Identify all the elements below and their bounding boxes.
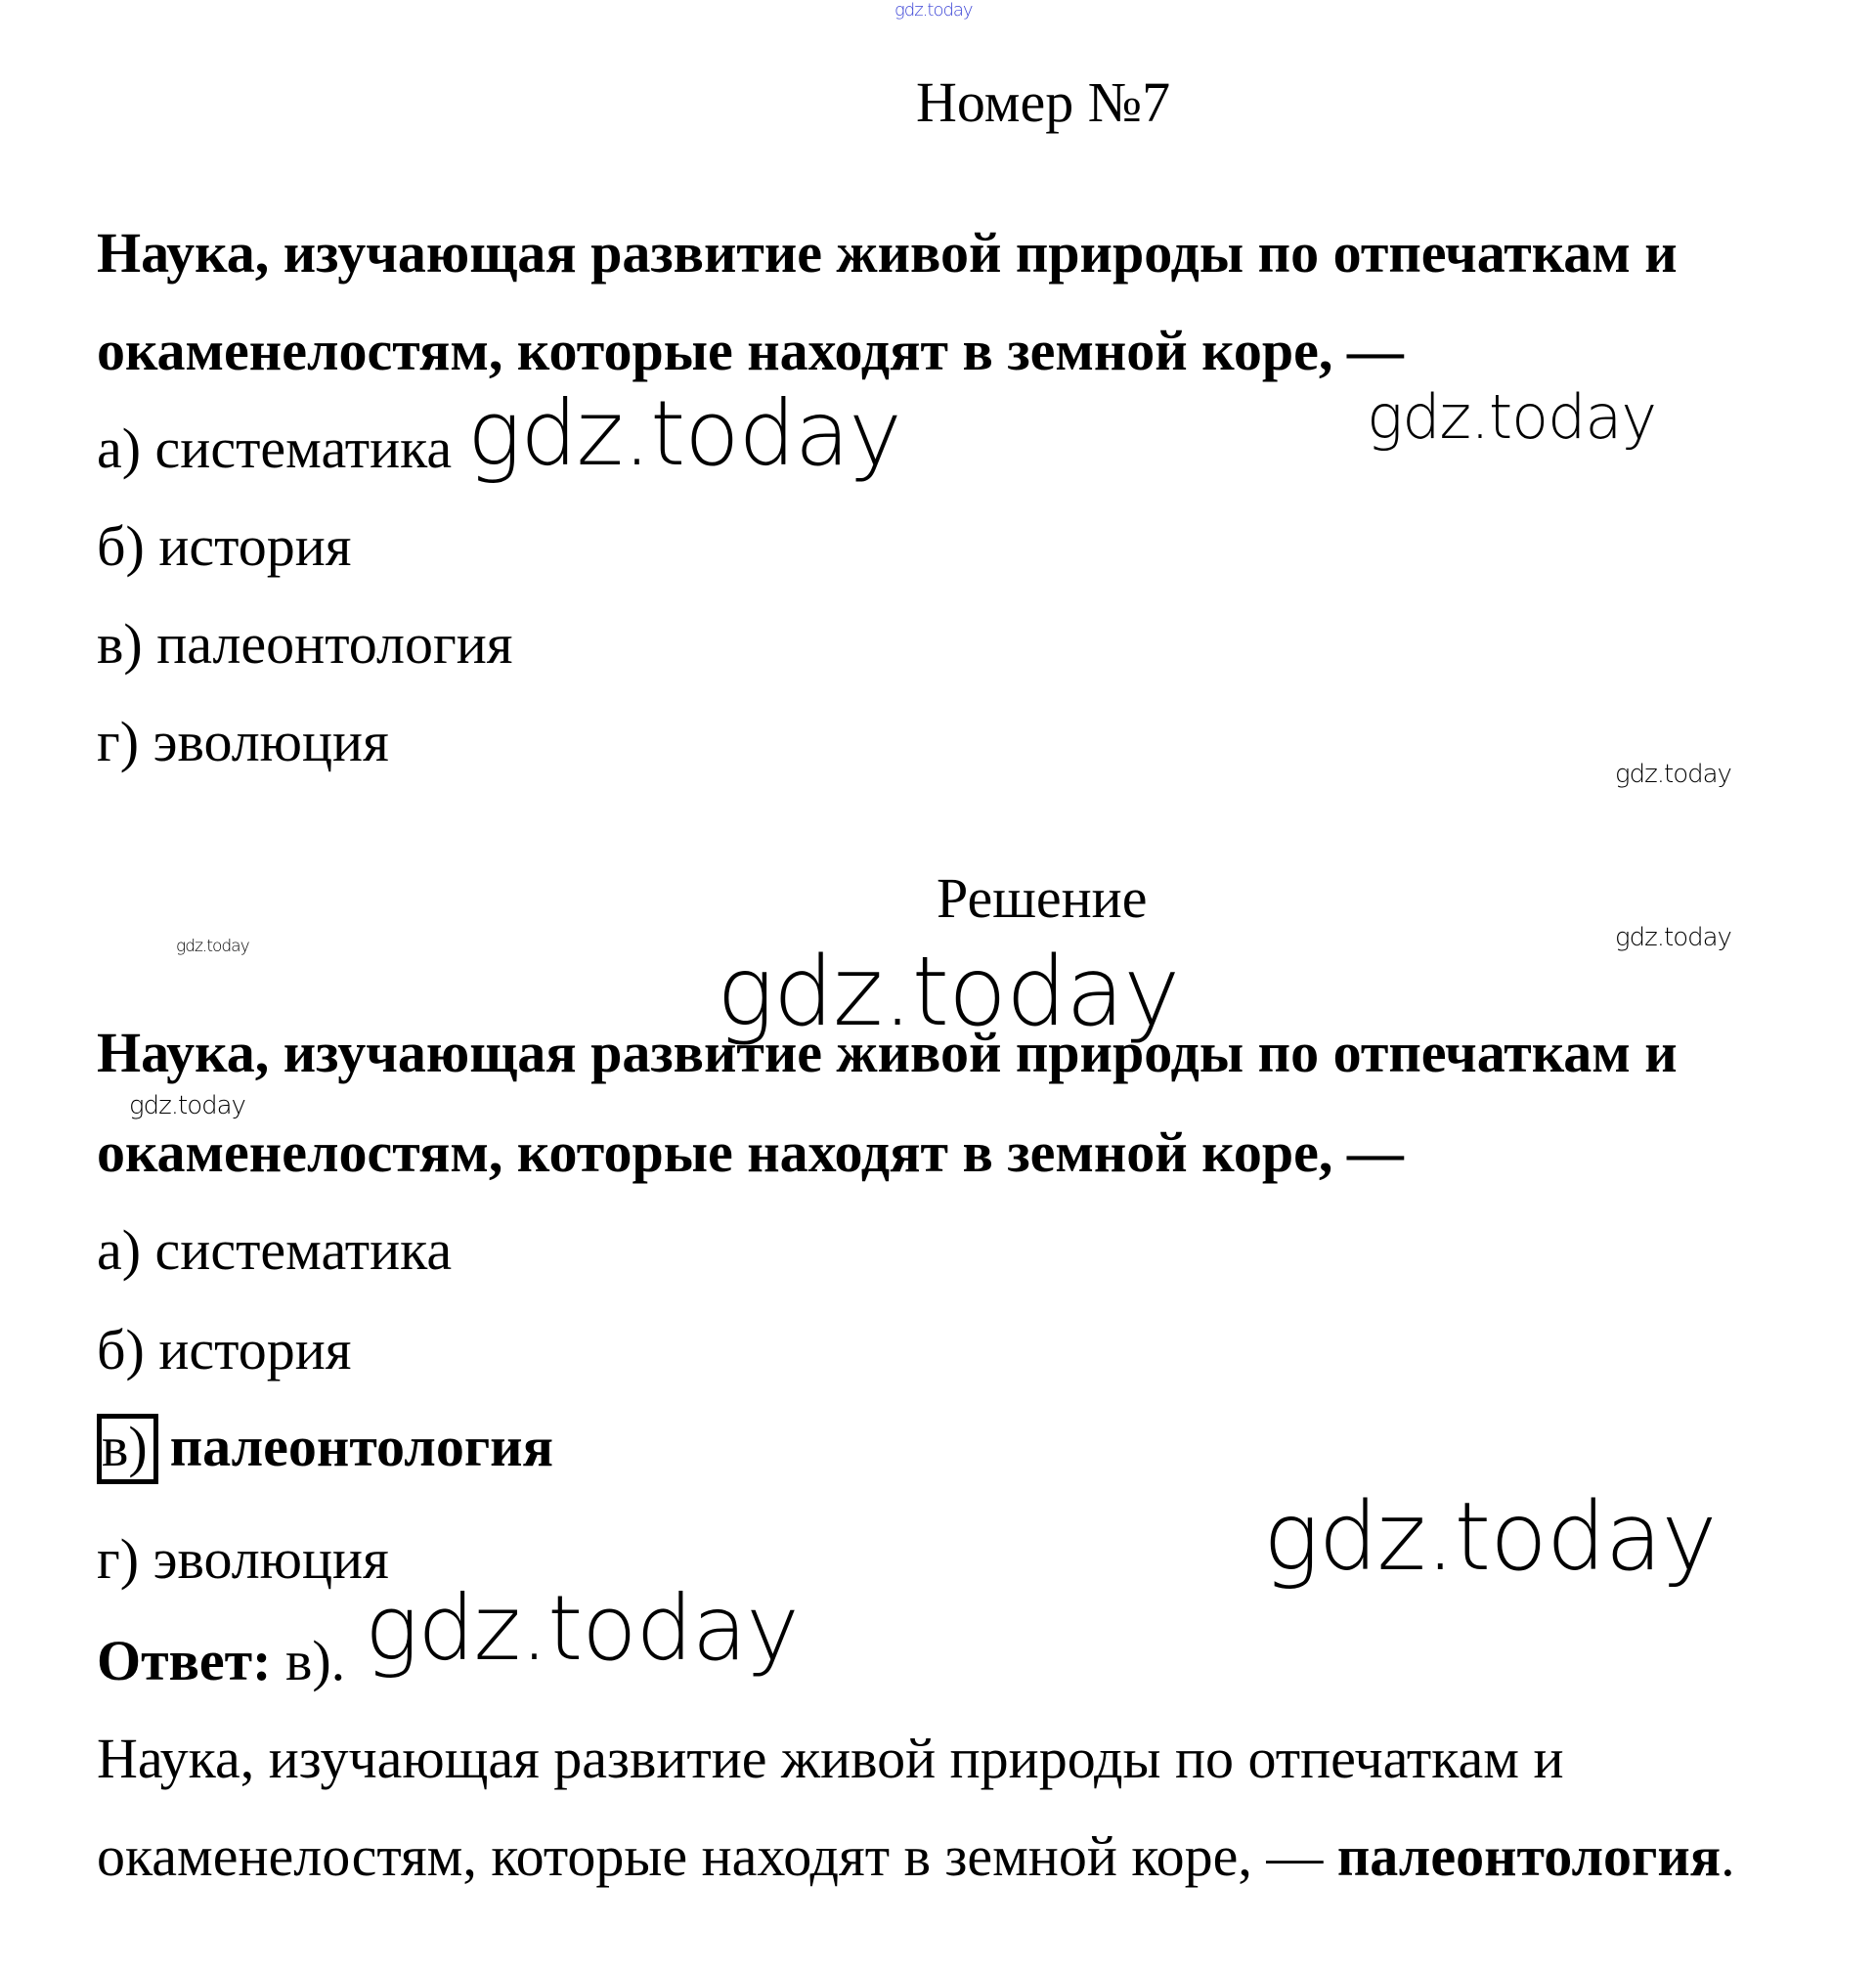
solution-option-v [97,1414,553,1484]
answer-line [97,1629,346,1692]
watermark: gdz.today [1615,760,1731,789]
solution-question-line-1: Наука, изучающая развитие живой природы по отпечаткам и [97,1021,1678,1084]
question-line-2: окаменелостям, которые находят в земной коре, — [97,319,1404,382]
explanation-text: окаменелостям, которые находят в земной коре, — [97,1824,1324,1888]
watermark: gdz.today [717,937,1180,1048]
watermark: gdz.today [1615,923,1731,952]
answer-value: в). [284,1629,346,1692]
solution-option-g: г) эволюция [97,1527,389,1591]
explanation-line-1: Наука, изучающая развитие живой природы по отпечаткам и [97,1727,1564,1790]
correct-answer-box: в) [97,1414,158,1484]
solution-option-b: б) история [97,1318,352,1381]
option-b: б) история [97,514,352,578]
watermark: gdz.today [1263,1482,1717,1592]
watermark: gdz.today [1367,381,1657,453]
solution-heading: Решение [937,866,1148,930]
solution-question-line-2: окаменелостям, которые находят в земной коре, — [97,1120,1404,1184]
watermark: gdz.today [365,1576,799,1681]
option-a: а) систематика [97,417,453,480]
explanation-term: палеонтология [1336,1824,1722,1888]
watermark: gdz.today [894,0,973,21]
question-line-1: Наука, изучающая развитие живой природы по отпечаткам и [97,221,1678,285]
explanation-line-2 [97,1824,1735,1888]
page-title: Номер №7 [916,70,1171,134]
watermark: gdz.today [467,381,901,486]
answer-label: Ответ: [97,1629,272,1692]
explanation-period: . [1721,1824,1735,1888]
correct-answer-text: палеонтология [169,1415,553,1478]
option-g: г) эволюция [97,710,389,773]
solution-option-a: а) систематика [97,1218,453,1282]
option-v: в) палеонтология [97,612,513,676]
watermark: gdz.today [176,937,249,956]
watermark: gdz.today [129,1091,245,1120]
